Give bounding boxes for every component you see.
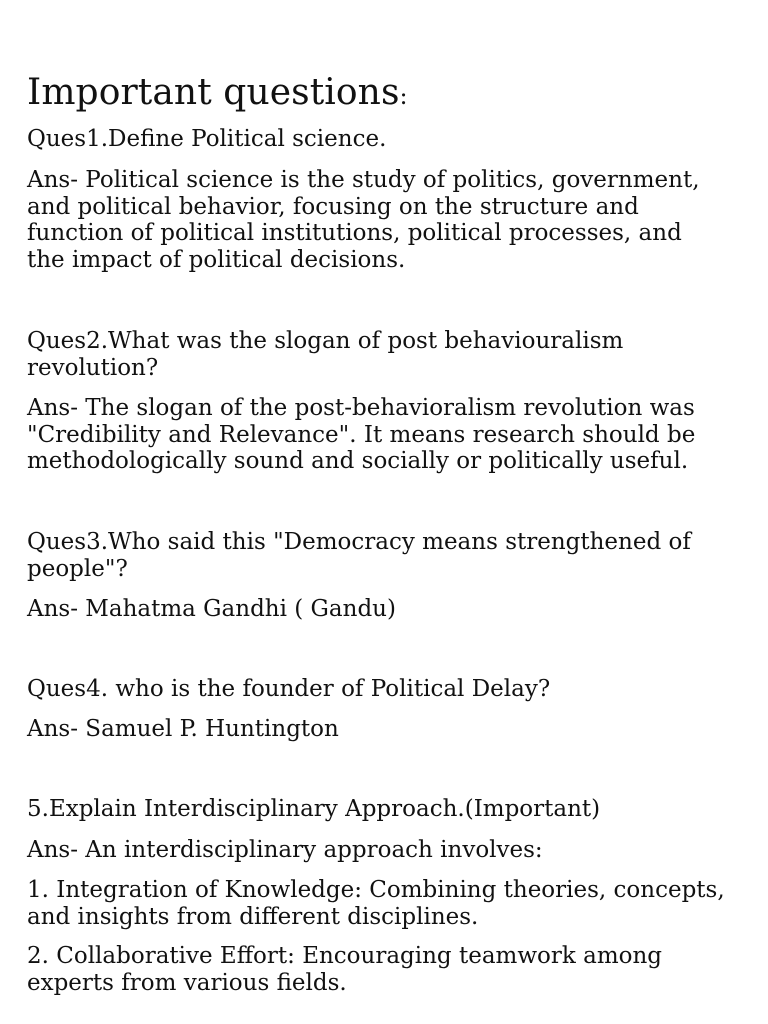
answer-3 — [27, 596, 727, 623]
question-5 — [27, 796, 727, 823]
answer-5-point-2-line-2: experts from various fields. — [27, 969, 347, 996]
answer-5-point-2 — [27, 943, 727, 996]
answer-5 — [27, 837, 727, 864]
answer-1-line-1: Ans- Political science is the study of politics, government, — [27, 167, 700, 193]
answer-5-point-2-line-1: 2. Collaborative Effort: Encouraging teamwork among — [27, 943, 663, 969]
answer-4-text: Ans- Samuel P. Huntington — [27, 716, 339, 742]
question-2-line-1: Ques2.What was the slogan of post behaviouralism — [27, 328, 624, 354]
question-2-line-2: revolution? — [27, 354, 159, 381]
answer-3-text: Ans- Mahatma Gandhi ( Gandu) — [27, 596, 396, 622]
answer-1 — [27, 167, 727, 273]
question-1 — [27, 126, 727, 153]
question-1-text: Ques1.Define Political science. — [27, 126, 387, 152]
question-4 — [27, 676, 727, 703]
answer-5-point-1 — [27, 877, 727, 930]
answer-5-text: Ans- An interdisciplinary approach involves: — [27, 837, 543, 863]
question-4-text: Ques4. who is the founder of Political Delay? — [27, 676, 551, 702]
answer-1-line-2: and political behavior, focusing on the structure and — [27, 193, 639, 220]
page-title-text: Important questions — [27, 72, 400, 113]
page-title-colon: : — [399, 82, 408, 110]
question-3-line-2: people"? — [27, 555, 128, 582]
question-2 — [27, 328, 727, 381]
answer-2-line-1: Ans- The slogan of the post-behavioralism revolution was — [27, 395, 695, 421]
answer-1-line-4: the impact of political decisions. — [27, 246, 406, 273]
question-5-text: 5.Explain Interdisciplinary Approach.(Important) — [27, 796, 601, 822]
answer-4 — [27, 716, 727, 743]
answer-2-line-3: methodologically sound and socially or politically useful. — [27, 448, 689, 475]
answer-2 — [27, 395, 727, 475]
page-title — [27, 70, 408, 119]
answer-2-line-2: "Credibility and Relevance". It means research should be — [27, 421, 696, 448]
question-3 — [27, 529, 727, 582]
answer-5-point-1-line-1: 1. Integration of Knowledge: Combining theories, concepts, — [27, 877, 725, 903]
answer-1-line-3: function of political institutions, political processes, and — [27, 220, 682, 247]
answer-5-point-1-line-2: and insights from different disciplines. — [27, 903, 479, 930]
question-3-line-1: Ques3.Who said this "Democracy means strengthened of — [27, 529, 691, 555]
